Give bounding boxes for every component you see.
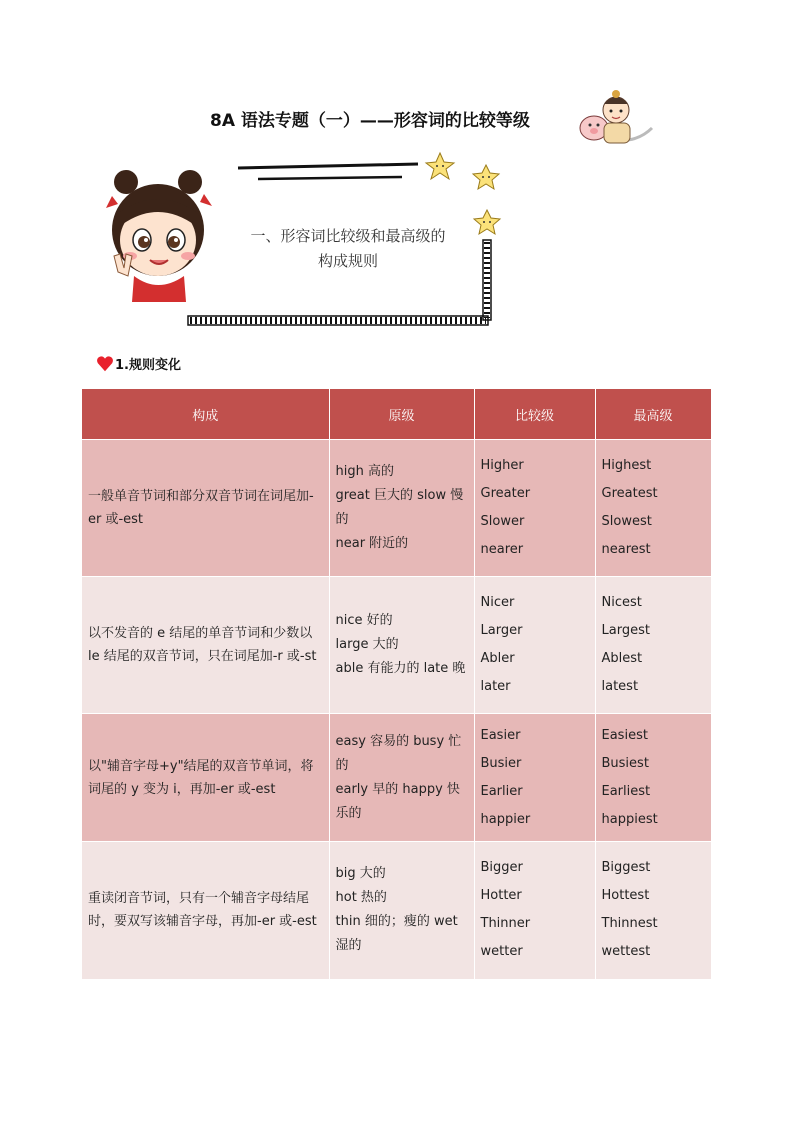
positive-item: high 高的 — [335, 464, 394, 479]
superlative-item: happiest — [601, 811, 658, 827]
rules-table — [82, 389, 712, 979]
table-row — [82, 577, 711, 714]
positive-item: nice 好的 — [335, 613, 393, 628]
star-icon — [426, 153, 454, 179]
comparative-item: Hotter — [480, 888, 522, 904]
rule-cell: 以"辅音字母+y"结尾的双音节单词，将词尾的 y 变为 i，再加-er 或-est — [82, 714, 329, 842]
superlative-item: Ablest — [601, 651, 643, 666]
banner-heading — [226, 224, 470, 274]
comparative-item: nearer — [480, 542, 524, 557]
superlative-item: Easiest — [601, 727, 648, 743]
positive-cell — [329, 440, 474, 577]
positive-cell — [329, 714, 474, 842]
header-superlative: 最高级 — [595, 389, 711, 440]
superlative-cell — [595, 577, 711, 714]
comparative-item: Easier — [480, 727, 521, 743]
table-row — [82, 842, 711, 979]
comparative-item: Greater — [480, 486, 531, 501]
section-heading — [96, 354, 181, 373]
comparative-cell — [474, 440, 595, 577]
positive-cell — [329, 842, 474, 979]
heart-icon — [96, 355, 114, 373]
table-row — [82, 714, 711, 842]
superlative-item: Hottest — [601, 888, 650, 904]
cartoon-girl-icon — [104, 168, 214, 302]
positive-item: easy 容易的 busy 忙的 — [335, 733, 462, 773]
superlative-item: Nicest — [601, 595, 642, 610]
positive-item: thin 细的；瘦的 wet 湿的 — [335, 914, 458, 954]
cartoon-monk-icon — [574, 88, 658, 150]
positive-item: hot 热的 — [335, 890, 387, 906]
comparative-cell — [474, 714, 595, 842]
comparative-item: wetter — [480, 944, 523, 960]
header-comparative: 比较级 — [474, 389, 595, 440]
comparative-item: Higher — [480, 458, 524, 473]
superlative-item: nearest — [601, 542, 651, 557]
comparative-item: Nicer — [480, 595, 515, 610]
positive-item: big 大的 — [335, 866, 386, 882]
page-title: 8A 语法专题（一）——形容词的比较等级 — [210, 111, 530, 131]
superlative-item: latest — [601, 679, 639, 694]
positive-item: near 附近的 — [335, 536, 409, 551]
comparative-item: Larger — [480, 623, 523, 638]
superlative-item: Slowest — [601, 514, 652, 529]
header-positive: 原级 — [329, 389, 474, 440]
superlative-cell — [595, 440, 711, 577]
rule-cell: 以不发音的 e 结尾的单音节词和少数以 le 结尾的双音节词，只在词尾加-r 或-st — [82, 577, 329, 714]
rule-cell: 一般单音节词和部分双音节词在词尾加-er 或-est — [82, 440, 329, 577]
positive-item: large 大的 — [335, 637, 399, 652]
superlative-item: Greatest — [601, 486, 658, 501]
superlative-item: Biggest — [601, 860, 651, 876]
superlative-item: Thinnest — [601, 916, 658, 932]
banner-line-1: 一、形容词比较级和最高级的 — [250, 227, 446, 245]
table-header-row — [82, 389, 711, 440]
positive-item: great 巨大的 slow 慢的 — [335, 488, 464, 527]
comparative-item: Earlier — [480, 783, 523, 799]
positive-item: early 早的 happy 快乐的 — [335, 781, 460, 821]
superlative-item: Largest — [601, 623, 650, 638]
comparative-item: Thinner — [480, 916, 531, 932]
star-icon — [474, 210, 500, 234]
superlative-item: Earliest — [601, 783, 651, 799]
superlative-item: Highest — [601, 458, 652, 473]
comparative-item: Slower — [480, 514, 525, 529]
superlative-cell — [595, 842, 711, 979]
rule-cell: 重读闭音节词，只有一个辅音字母结尾时，要双写该辅音字母，再加-er 或-est — [82, 842, 329, 979]
comparative-cell — [474, 842, 595, 979]
comparative-item: Bigger — [480, 860, 523, 876]
comparative-item: Abler — [480, 651, 515, 666]
positive-cell — [329, 577, 474, 714]
comparative-cell — [474, 577, 595, 714]
superlative-item: wettest — [601, 944, 651, 960]
banner-line-2: 构成规则 — [317, 252, 378, 270]
superlative-cell — [595, 714, 711, 842]
section-label: 1.规则变化 — [115, 358, 181, 373]
comparative-item: happier — [480, 811, 531, 827]
comparative-item: later — [480, 679, 511, 694]
star-icon — [473, 165, 499, 189]
header-construction: 构成 — [82, 389, 329, 440]
positive-item: able 有能力的 late 晚 — [335, 661, 466, 676]
table-row — [82, 440, 711, 577]
superlative-item: Busiest — [601, 755, 649, 771]
comparative-item: Busier — [480, 755, 522, 771]
